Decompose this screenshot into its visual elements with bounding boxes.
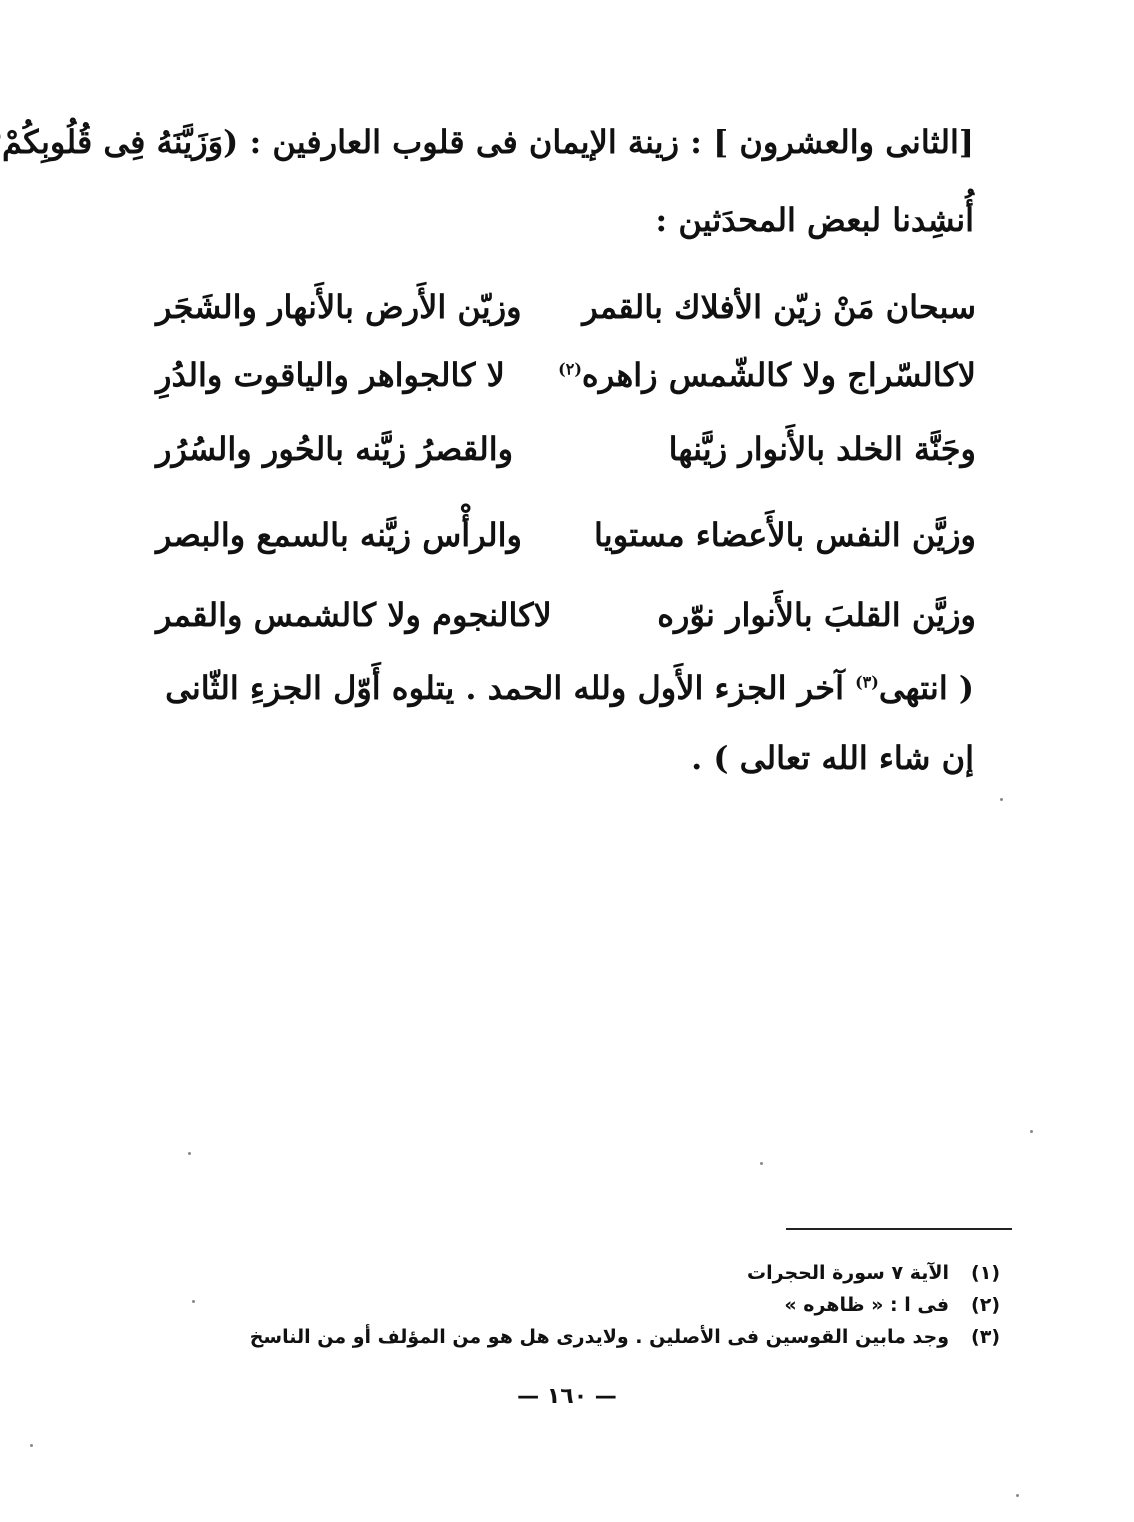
verse-second-hemistich: لا كالجواهر والياقوت والدُرِ [156, 356, 505, 394]
verse-line [156, 356, 976, 400]
closing-line-2: إن شاء الله تعالى ) . [691, 739, 974, 777]
footnote-divider [786, 1228, 1012, 1230]
scan-speck [1016, 1494, 1019, 1497]
footnote-text: وجد مابين القوسين فى الأصلين . ولايدرى هل هو من المؤلف أو من الناسخ [249, 1326, 950, 1348]
page-number: — ١٦٠ — [517, 1384, 617, 1409]
footnote-text: فى ا : « ظاهره » [784, 1294, 950, 1316]
section-heading [0, 123, 974, 161]
scan-speck [188, 1152, 191, 1155]
verse-line [156, 288, 976, 332]
verse-first-hemistich: وزيَّن النفس بالأَعضاء مستويا [594, 516, 976, 554]
footnote-item [250, 1326, 1000, 1348]
verse-first-hemistich: سبحان مَنْ زيّن الأفلاك بالقمر [582, 288, 976, 326]
footnote-text: الآية ٧ سورة الحجرات [747, 1262, 950, 1284]
footnote-number: (١) [971, 1262, 1000, 1284]
section-heading-text: [الثانى والعشرون ] : زينة الإيمان فى قلوب العارفين : (وَزَيَّنَهُ فِى قُلُوبِكُمْ [1, 123, 974, 161]
footnote-ref-3: (٣) [855, 672, 879, 692]
scan-speck [1030, 1130, 1033, 1133]
verse-second-hemistich: لاكالنجوم ولا كالشمس والقمر [156, 596, 552, 634]
verse-line [156, 516, 976, 560]
verse-line [156, 430, 976, 474]
scan-speck [30, 1444, 33, 1447]
footnote-number: (٣) [971, 1326, 1000, 1348]
scan-speck [192, 1300, 195, 1303]
closing-line [165, 669, 974, 707]
footnote-ref-2: (٢) [558, 359, 582, 379]
verse-second-hemistich: والقصرُ زيَّنه بالحُور والسُرُر [156, 430, 514, 468]
verse-line [156, 596, 976, 640]
closing-end: آخر الجزء الأَول ولله الحمد . يتلوه أَوّل الجزءِ الثّانى [165, 669, 844, 707]
verse-text: لاكالسّراج ولا كالشّمس زاهره [581, 356, 976, 394]
footnote-item [784, 1294, 1000, 1316]
verse-second-hemistich: وزيّن الأَرض بالأَنهار والشَجَر [156, 288, 522, 326]
verse-intro: أُنشِدنا لبعض المحدَثين : [655, 201, 974, 239]
verse-first-hemistich [558, 356, 976, 394]
verse-first-hemistich: وجَنَّة الخلد بالأَنوار زيَّنها [668, 430, 976, 468]
verse-second-hemistich: والرأْس زيَّنه بالسمع والبصر [156, 516, 522, 554]
scan-speck [1000, 798, 1003, 801]
footnote-item [747, 1262, 1000, 1284]
verse-first-hemistich: وزيَّن القلبَ بالأَنوار نوّره [657, 596, 976, 634]
footnote-number: (٢) [971, 1294, 1000, 1316]
scan-speck [760, 1162, 763, 1165]
closing-start: ( انتهى [878, 669, 974, 707]
